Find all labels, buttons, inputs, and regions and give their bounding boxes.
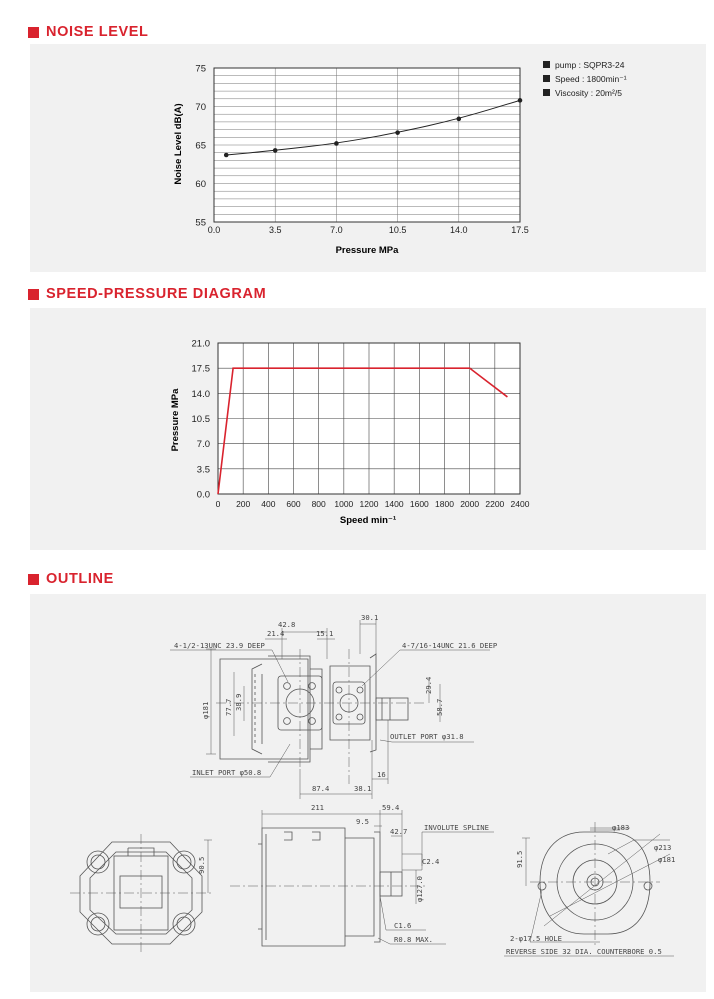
noise-ytick-label: 70: [195, 102, 206, 113]
noise-legend-item: pump : SQPR3-24: [555, 60, 625, 70]
speed-xtick-label: 2400: [510, 499, 530, 509]
noise-chart: [30, 44, 706, 272]
noise-xtick-label: 17.5: [511, 225, 529, 235]
dim-21-4: 21.4: [267, 629, 285, 638]
dim-c2-4: C2.4: [422, 857, 440, 866]
section-title-outline: [28, 571, 114, 587]
dim-87-4: 87.4: [312, 784, 330, 793]
speed-xtick-label: 0: [215, 499, 221, 509]
noise-data-point: [457, 117, 462, 122]
noise-legend-item: Viscosity : 20m²/5: [555, 88, 622, 98]
dim-phi127: φ127.0: [415, 876, 424, 902]
section-title-noise: [28, 24, 148, 40]
speed-xtick-label: 400: [261, 499, 276, 509]
noise-legend-marker: [543, 75, 550, 82]
speed-ytick-label: 17.5: [191, 363, 210, 375]
note-counterbore: REVERSE SIDE 32 DIA. COUNTERBORE 0.5: [506, 947, 662, 956]
note-r0-8: R0.8 MAX.: [394, 935, 433, 944]
noise-xtick-label: 3.5: [268, 225, 282, 235]
section-marker-icon: [28, 27, 39, 38]
noise-xtick-label: 14.0: [450, 225, 468, 235]
noise-data-point: [334, 141, 339, 146]
dim-38-9: 38.9: [234, 693, 243, 711]
dim-phi213: φ213: [654, 843, 672, 852]
dim-c1-6: C1.6: [394, 921, 412, 930]
speed-panel: [30, 308, 706, 550]
noise-ytick-label: 55: [195, 217, 206, 229]
noise-data-point: [395, 130, 400, 135]
speed-xtick-label: 1400: [384, 499, 404, 509]
dim-phi181b: φ181: [658, 855, 676, 864]
speed-xtick-label: 1200: [359, 499, 379, 509]
dim-211: 211: [311, 803, 324, 812]
dim-phi183: φ183: [612, 823, 630, 832]
noise-ylabel: Noise Level dB(A): [173, 103, 184, 185]
speed-xtick-label: 2200: [485, 499, 505, 509]
speed-xtick-label: 600: [286, 499, 301, 509]
speed-ytick-label: 3.5: [196, 464, 210, 476]
note-outlet-port: OUTLET PORT φ31.8: [390, 732, 464, 741]
dim-58-7: 58.7: [435, 698, 444, 716]
dim-91-5: 91.5: [515, 850, 524, 868]
outline-drawing: [30, 594, 706, 992]
section-title-text: OUTLINE: [46, 571, 114, 587]
section-marker-icon: [28, 574, 39, 585]
section-title-text: SPEED-PRESSURE DIAGRAM: [46, 286, 267, 302]
dim-15-1: 15.1: [316, 629, 334, 638]
noise-xtick-label: 0.0: [207, 225, 221, 235]
noise-xlabel: Pressure MPa: [335, 245, 399, 256]
dim-77-7: 77.7: [224, 698, 233, 716]
dim-59-4: 59.4: [382, 803, 400, 812]
noise-legend-marker: [543, 61, 550, 68]
dim-16: 16: [377, 770, 386, 779]
noise-xtick-label: 7.0: [330, 225, 343, 235]
note-inlet-tap: 4-1/2-13UNC 23.9 DEEP: [174, 641, 265, 650]
noise-legend-item: Speed : 1800min⁻¹: [555, 74, 627, 84]
dim-90-5: 90.5: [197, 856, 206, 874]
speed-ytick-label: 21.0: [191, 338, 210, 350]
noise-legend-marker: [543, 89, 550, 96]
section-title-text: NOISE LEVEL: [46, 24, 149, 40]
speed-xlabel: Speed min⁻¹: [339, 515, 397, 526]
noise-panel: [30, 44, 706, 272]
noise-ytick-label: 60: [195, 179, 206, 190]
section-title-speed: [28, 286, 266, 302]
speed-xtick-label: 1600: [409, 499, 429, 509]
speed-ytick-label: 7.0: [196, 439, 210, 451]
speed-ytick-label: 0.0: [196, 489, 210, 501]
noise-data-point: [273, 148, 278, 153]
dim-42-8: 42.8: [278, 620, 296, 629]
speed-xtick-label: 800: [311, 499, 326, 509]
speed-ytick-label: 14.0: [191, 388, 210, 400]
note-involute-spline: INVOLUTE SPLINE: [424, 823, 489, 832]
note-inlet-port: INLET PORT φ50.8: [192, 768, 262, 777]
noise-xtick-label: 10.5: [388, 225, 407, 235]
front-view: [70, 834, 212, 954]
note-outlet-tap: 4-7/16-14UNC 21.6 DEEP: [402, 641, 498, 650]
dim-phi181: φ181: [201, 701, 210, 719]
speed-xtick-label: 1800: [435, 499, 454, 509]
speed-ytick-label: 10.5: [191, 414, 210, 425]
dim-38-1: 38.1: [354, 784, 372, 793]
speed-chart: [30, 308, 706, 550]
noise-ytick-label: 65: [195, 140, 206, 152]
noise-ytick-label: 75: [195, 63, 206, 75]
dim-42-7: 42.7: [390, 827, 408, 836]
speed-ylabel: Pressure MPa: [170, 388, 181, 452]
speed-xtick-label: 2000: [460, 499, 480, 509]
section-marker-icon: [28, 289, 39, 300]
noise-data-point: [224, 153, 229, 158]
speed-xtick-label: 200: [236, 499, 251, 509]
dim-29-4: 29.4: [424, 676, 433, 694]
dim-30-1: 30.1: [361, 613, 379, 622]
outline-panel: [30, 594, 706, 992]
speed-xtick-label: 1000: [334, 499, 354, 509]
noise-data-point: [518, 98, 523, 103]
note-hole: 2-φ17.5 HOLE: [510, 934, 562, 943]
dim-9-5: 9.5: [356, 817, 369, 826]
